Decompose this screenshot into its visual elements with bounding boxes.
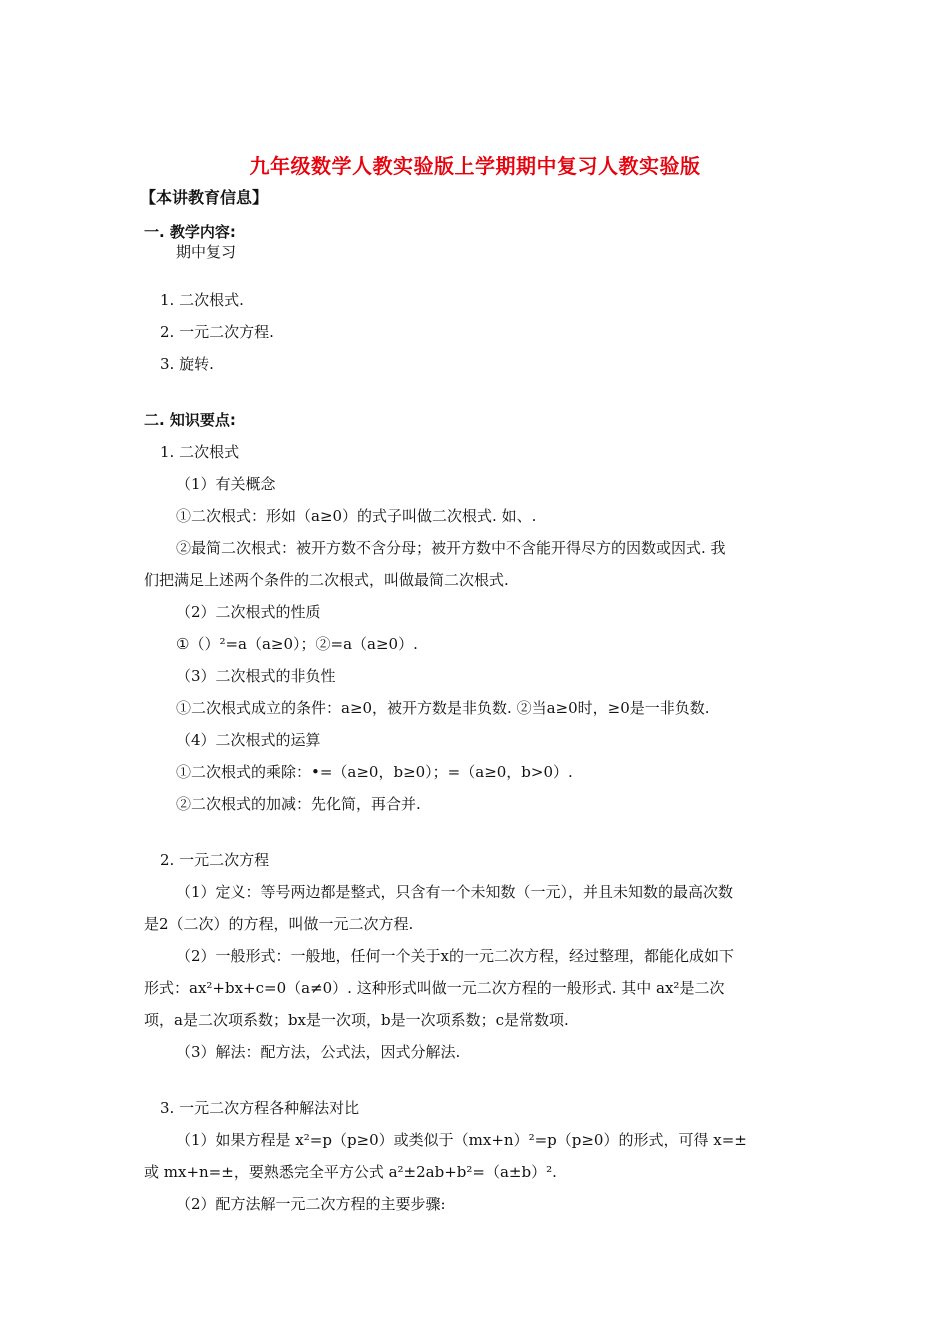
subsection-title: 2. 一元二次方程 bbox=[160, 851, 270, 869]
paragraph-line: （1）有关概念 bbox=[176, 475, 276, 493]
list-item: 1. 二次根式. bbox=[160, 291, 244, 309]
paragraph-line: （2）配方法解一元二次方程的主要步骤: bbox=[176, 1195, 446, 1213]
paragraph-line: 们把满足上述两个条件的二次根式，叫做最简二次根式. bbox=[144, 571, 509, 589]
paragraph-line: ②最简二次根式：被开方数不含分母；被开方数中不含能开得尽方的因数或因式. 我 bbox=[176, 539, 726, 557]
paragraph-line: （2）一般形式：一般地，任何一个关于x的一元二次方程，经过整理，都能化成如下 bbox=[176, 947, 735, 965]
page-title: 九年级数学人教实验版上学期期中复习人教实验版 bbox=[249, 154, 701, 178]
paragraph-line: （2）二次根式的性质 bbox=[176, 603, 321, 621]
info-header: 【本讲教育信息】 bbox=[140, 188, 269, 207]
paragraph-line: 或 mx+n=±，要熟悉完全平方公式 a²±2ab+b²=（a±b）². bbox=[144, 1163, 557, 1181]
paragraph-line: （3）二次根式的非负性 bbox=[176, 667, 336, 685]
section-1-subtitle: 期中复习 bbox=[176, 243, 237, 261]
paragraph-line: 是2（二次）的方程，叫做一元二次方程. bbox=[144, 915, 414, 933]
paragraph-line: （1）如果方程是 x²=p（p≥0）或类似于（mx+n）²=p（p≥0）的形式，可得 x=± bbox=[176, 1131, 747, 1149]
paragraph-line: （1）定义：等号两边都是整式，只含有一个未知数（一元），并且未知数的最高次数 bbox=[176, 883, 734, 901]
paragraph-line: ①二次根式：形如（a≥0）的式子叫做二次根式. 如、. bbox=[176, 507, 537, 525]
section-1-heading: 一. 教学内容: bbox=[144, 223, 236, 241]
paragraph-line: ①二次根式的乘除：•=（a≥0，b≥0）；=（a≥0，b>0）. bbox=[176, 763, 573, 781]
section-2-heading: 二. 知识要点: bbox=[144, 411, 236, 429]
paragraph-line: 形式：ax²+bx+c=0（a≠0）. 这种形式叫做一元二次方程的一般形式. 其中 ax²是二次 bbox=[144, 979, 725, 997]
paragraph-line: （3）解法：配方法，公式法，因式分解法. bbox=[176, 1043, 461, 1061]
paragraph-line: ①二次根式成立的条件：a≥0，被开方数是非负数. ②当a≥0时，≥0是一非负数. bbox=[176, 699, 710, 717]
list-item: 3. 旋转. bbox=[160, 355, 214, 373]
paragraph-line: 项，a是二次项系数；bx是一次项，b是一次项系数；c是常数项. bbox=[144, 1011, 569, 1029]
list-item: 2. 一元二次方程. bbox=[160, 323, 274, 341]
subsection-title: 1. 二次根式 bbox=[160, 443, 240, 461]
subsection-title: 3. 一元二次方程各种解法对比 bbox=[160, 1099, 360, 1117]
paragraph-line: （4）二次根式的运算 bbox=[176, 731, 321, 749]
paragraph-line: ②二次根式的加减：先化简，再合并. bbox=[176, 795, 421, 813]
paragraph-line: ①（）²=a（a≥0）；②=a（a≥0）. bbox=[176, 635, 418, 653]
